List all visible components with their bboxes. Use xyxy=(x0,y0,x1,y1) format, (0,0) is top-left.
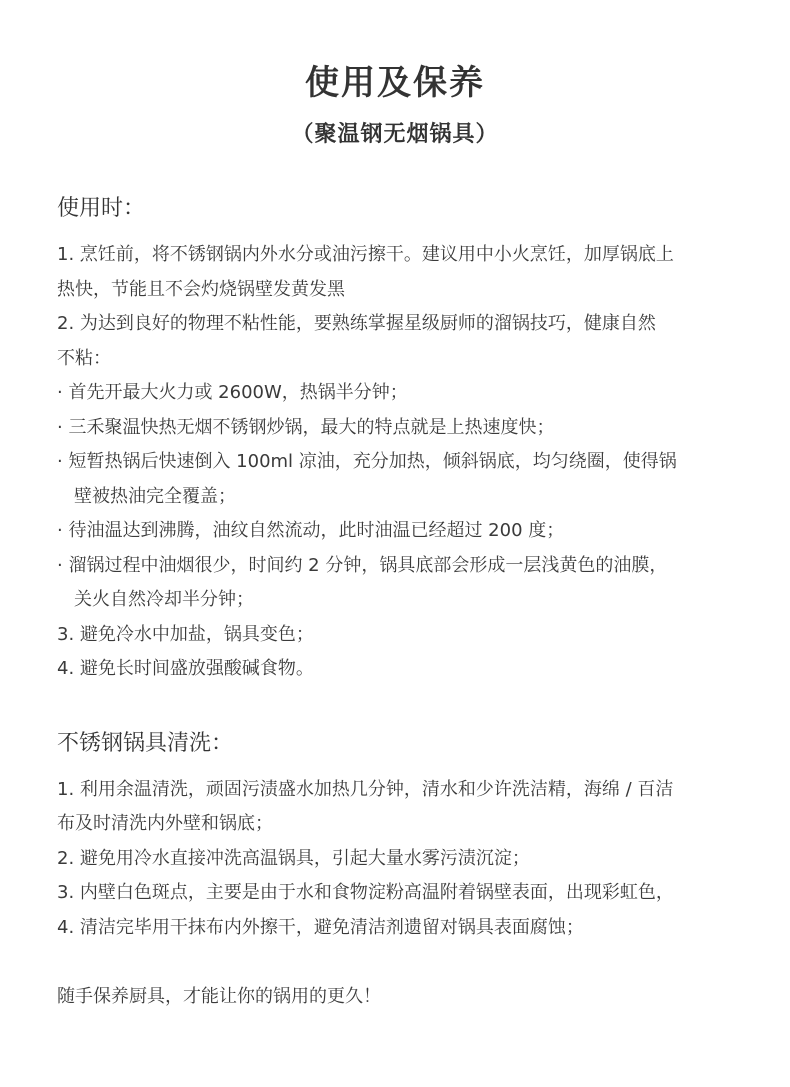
cleaning-line: 3. 内壁白色斑点，主要是由于水和食物淀粉高温附着锅壁表面，出现彩虹色， xyxy=(57,882,674,903)
cleaning-line: 1. 利用余温清洗，顽固污渍盛水加热几分钟，清水和少许洗洁精，海绵 / 百洁 xyxy=(57,778,674,800)
usage-line: 1. 烹饪前，将不锈钢锅内外水分或油污擦干。建议用中小火烹饪，加厚锅底上 xyxy=(57,244,674,265)
usage-line: · 溜锅过程中油烟很少，时间约 2 分钟，锅具底部会形成一层浅黄色的油膜， xyxy=(57,554,668,576)
usage-line: 关火自然冷却半分钟； xyxy=(74,589,254,610)
page-title: 使用及保养 xyxy=(305,63,485,103)
page-subtitle: （聚温钢无烟锅具） xyxy=(291,122,499,147)
usage-line: 热快，节能且不会灼烧锅壁发黄发黑 xyxy=(57,278,345,300)
usage-line: 不粘： xyxy=(57,347,111,369)
usage-line: 壁被热油完全覆盖； xyxy=(74,485,236,507)
cleaning-line: 2. 避免用冷水直接冲洗高温锅具，引起大量水雾污渍沉淀； xyxy=(57,847,530,869)
usage-lines xyxy=(57,238,790,687)
usage-line: · 三禾聚温快热无烟不锈钢炒锅，最大的特点就是上热速度快； xyxy=(57,416,555,438)
closing-note: 随手保养厨具，才能让你的锅用的更久！ xyxy=(57,986,381,1007)
cleaning-heading: 不锈钢锅具清洗： xyxy=(57,730,234,756)
usage-line: 4. 避免长时间盛放强酸碱食物。 xyxy=(57,658,314,679)
cleaning-line: 布及时清洗内外壁和锅底； xyxy=(57,813,273,834)
cleaning-line: 4. 清洁完毕用干抹布内外擦干，避免清洁剂遗留对锅具表面腐蚀； xyxy=(57,916,584,938)
usage-line: 2. 为达到良好的物理不粘性能，要熟练掌握星级厨师的溜锅技巧，健康自然 xyxy=(57,313,656,334)
usage-line: · 首先开最大火力或 2600W，热锅半分钟； xyxy=(57,382,408,403)
usage-line: · 待油温达到沸腾，油纹自然流动，此时油温已经超过 200 度； xyxy=(57,520,565,541)
usage-line: · 短暂热锅后快速倒入 100ml 凉油，充分加热，倾斜锅底，均匀绕圈，使得锅 xyxy=(57,451,677,472)
usage-line: 3. 避免冷水中加盐，锅具变色； xyxy=(57,623,314,645)
usage-heading: 使用时： xyxy=(57,196,146,221)
cleaning-lines xyxy=(57,773,790,946)
